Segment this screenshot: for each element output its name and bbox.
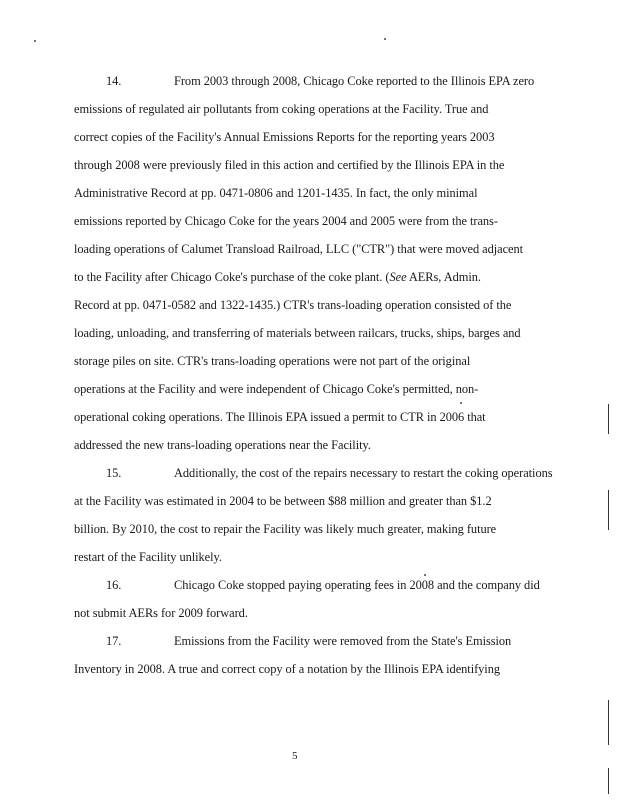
scan-speck <box>460 402 462 404</box>
paragraph-17-line-2: Inventory in 2008. A true and correct copy of a notation by the Illinois EPA identifying <box>74 662 500 676</box>
scan-speck <box>384 38 386 40</box>
paragraph-14-line-6: emissions reported by Chicago Coke for the years 2004 and 2005 were from the trans- <box>74 214 498 228</box>
paragraph-15-line-2: at the Facility was estimated in 2004 to be between $88 million and greater than $1.2 <box>74 494 492 508</box>
paragraph-number: 14. <box>106 74 122 88</box>
paragraph-14-line-13: operational coking operations. The Illinois EPA issued a permit to CTR in 2006 that <box>74 410 486 424</box>
paragraph-14-line-12: operations at the Facility and were independent of Chicago Coke's permitted, non- <box>74 382 479 396</box>
paragraph-14-line-9: Record at pp. 0471-0582 and 1322-1435.) CTR's trans-loading operation consisted of the <box>74 298 512 312</box>
page-number: 5 <box>292 750 298 762</box>
paragraph-14-line-2: emissions of regulated air pollutants from coking operations at the Facility. True and <box>74 102 489 116</box>
paragraph-14-line-7: loading operations of Calumet Transload Railroad, LLC ("CTR") that were moved adjacent <box>74 242 524 256</box>
paragraph-14-line-10: loading, unloading, and transferring of materials between railcars, trucks, ships, barges and <box>74 326 521 340</box>
paragraph-17-line-1: 17. Emissions from the Facility were removed from the State's Emission <box>74 634 544 648</box>
paragraph-15-line-1: 15. Additionally, the cost of the repairs necessary to restart the coking operations <box>74 466 544 480</box>
scan-speck <box>424 574 426 576</box>
margin-change-bar <box>608 700 609 745</box>
paragraph-number: 16. <box>106 578 122 592</box>
paragraph-15-line-3: billion. By 2010, the cost to repair the Facility was likely much greater, making future <box>74 522 497 536</box>
paragraph-14-line-1: 14. From 2003 through 2008, Chicago Coke reported to the Illinois EPA zero <box>74 74 544 88</box>
paragraph-14-line-5: Administrative Record at pp. 0471-0806 and 1201-1435. In fact, the only minimal <box>74 186 478 200</box>
margin-change-bar <box>608 768 609 794</box>
paragraph-16-line-2: not submit AERs for 2009 forward. <box>74 606 248 620</box>
paragraph-14-line-11: storage piles on site. CTR's trans-loading operations were not part of the original <box>74 354 471 368</box>
paragraph-14-line-3: correct copies of the Facility's Annual Emissions Reports for the reporting years 2003 <box>74 130 495 144</box>
paragraph-number: 15. <box>106 466 122 480</box>
paragraph-15-line-4: restart of the Facility unlikely. <box>74 550 222 564</box>
scan-speck <box>34 40 36 42</box>
paragraph-14-line-4: through 2008 were previously filed in this action and certified by the Illinois EPA in the <box>74 158 505 172</box>
paragraph-number: 17. <box>106 634 122 648</box>
margin-change-bar <box>608 490 609 530</box>
paragraph-14-line-8: to the Facility after Chicago Coke's purchase of the coke plant. (See AERs, Admin. <box>74 270 481 284</box>
paragraph-14-line-14: addressed the new trans-loading operations near the Facility. <box>74 438 371 452</box>
margin-change-bar <box>608 404 609 434</box>
paragraph-16-line-1: 16. Chicago Coke stopped paying operating fees in 2008 and the company did <box>74 578 544 592</box>
